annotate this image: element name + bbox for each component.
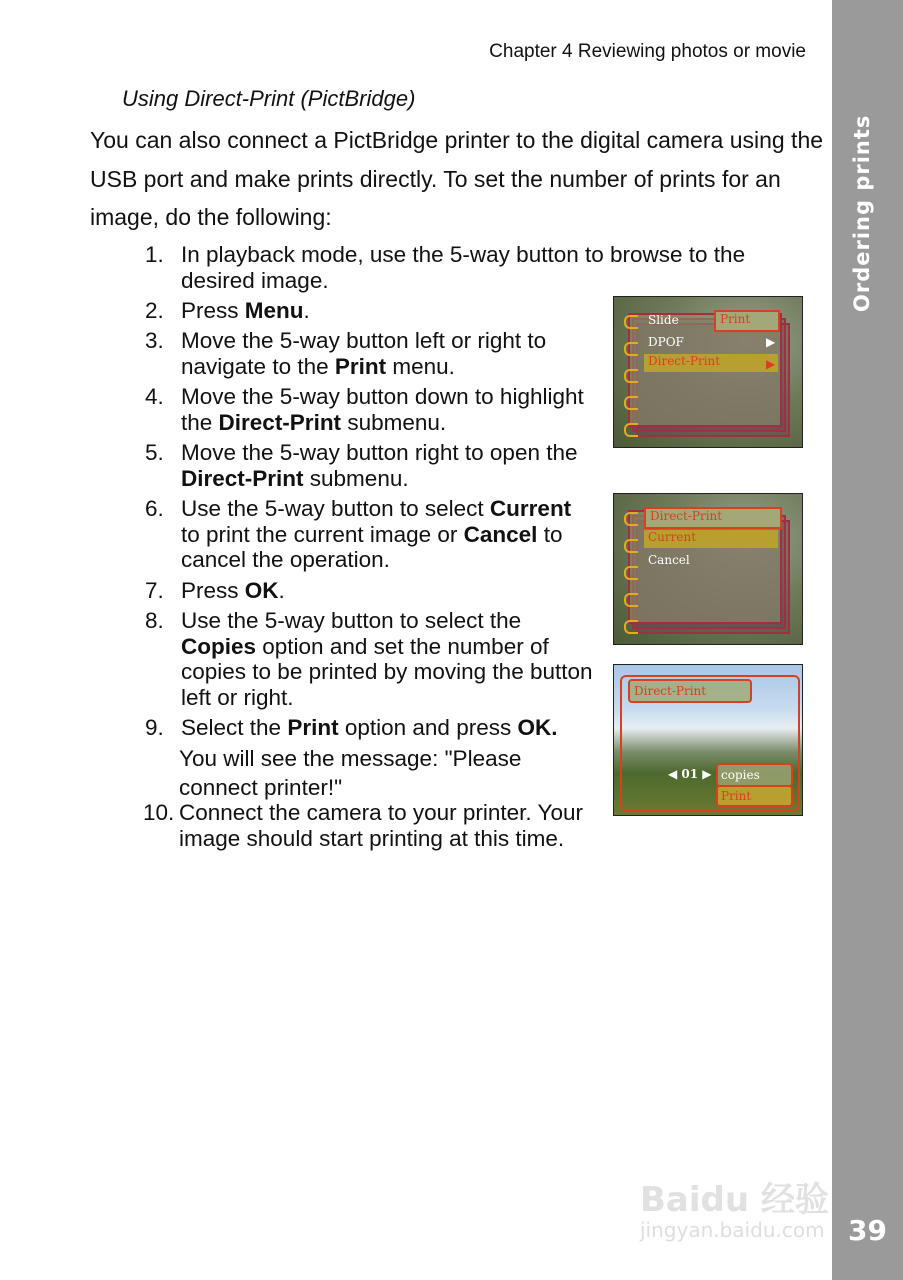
sidebar-title: Ordering prints xyxy=(850,114,874,312)
camera-screen-direct-print xyxy=(613,493,803,645)
step-number: 8. xyxy=(145,608,164,633)
binder-rings xyxy=(624,512,638,645)
step-note: You will see the message: "Please connect printer!" xyxy=(179,746,522,800)
step-number: 6. xyxy=(145,496,164,521)
copies-option: copies xyxy=(716,763,793,787)
arrow-right-icon: ▶ xyxy=(766,357,776,371)
menu-item-current: Current xyxy=(644,530,778,548)
step-number: 4. xyxy=(145,384,164,409)
step-number: 1. xyxy=(145,242,164,267)
arrow-right-icon: ▶ xyxy=(766,335,776,349)
menu-item-direct-print: Direct-Print xyxy=(644,354,778,372)
tab-slide: Slide xyxy=(648,313,679,327)
step-number: 3. xyxy=(145,328,164,353)
dialog-title: Direct-Print xyxy=(628,679,752,703)
camera-screen-print-menu xyxy=(613,296,803,448)
submenu-title: Direct-Print xyxy=(644,507,782,529)
step-number: 7. xyxy=(145,578,164,603)
print-option: Print xyxy=(716,785,793,807)
copies-counter: ◀ 01 ▶ xyxy=(668,767,712,781)
tab-print: Print xyxy=(714,310,780,332)
watermark-brand: Baidu 经验 xyxy=(640,1180,829,1220)
intro-paragraph: You can also connect a PictBridge printer to the digital camera using the USB port and make prints directly. To set the number of prints for an image, do the following: xyxy=(90,127,824,230)
menu-item-dpof: DPOF xyxy=(648,335,684,349)
menu-item-cancel: Cancel xyxy=(648,553,690,567)
step-number: 10. xyxy=(143,800,175,825)
section-title: Using Direct-Print (PictBridge) xyxy=(122,86,416,111)
step-number: 2. xyxy=(145,298,164,323)
camera-screen-copies xyxy=(613,664,803,816)
step-number: 5. xyxy=(145,440,164,465)
page-number: 39 xyxy=(848,1214,887,1247)
chapter-header: Chapter 4 Reviewing photos or movie xyxy=(489,41,806,62)
binder-rings xyxy=(624,315,638,448)
step-number: 9. xyxy=(145,715,164,740)
watermark-url: jingyan.baidu.com xyxy=(640,1218,825,1242)
